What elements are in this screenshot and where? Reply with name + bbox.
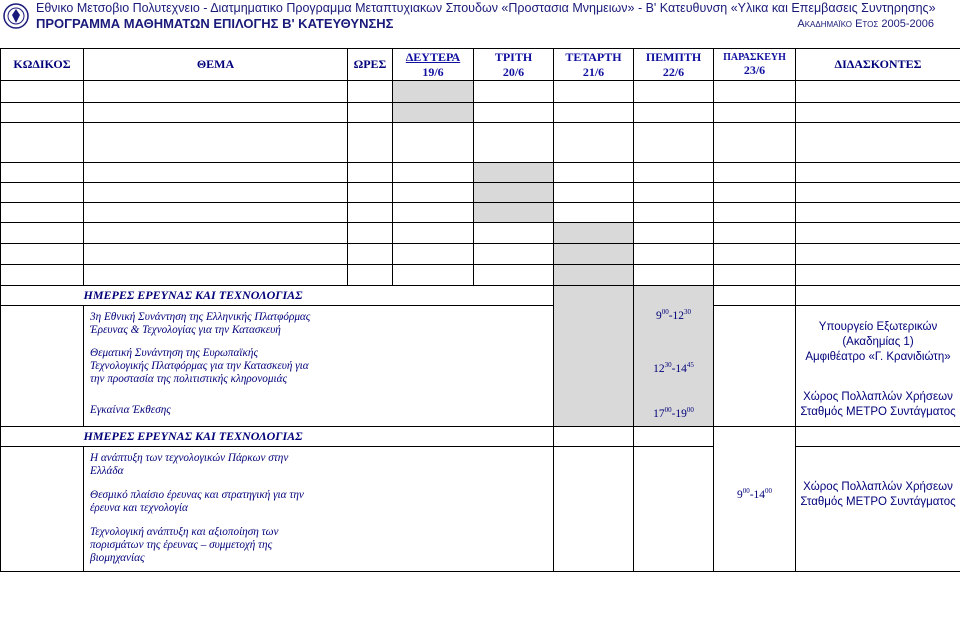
section1-venue1: Υπουργείο Εξωτερικών (Ακαδημίας 1) Αμφιθέατρο «Γ. Κρανιδιώτη» [805, 321, 951, 363]
section1-title-row [1, 286, 960, 306]
col-wednesday: ΤΕΤΑΡΤΗ 21/6 [554, 49, 634, 81]
col-tuesday: ΤΡΙΤΗ 20/6 [474, 49, 554, 81]
section1-topic1: 3η Εθνική Συνάντηση της Ελληνικής Πλατφόρμας Έρευνας & Τεχνολογίας για την Κατασκευή [90, 311, 311, 336]
table-row [1, 81, 960, 103]
section1-topic3: Εγκαίνια Έκθεσης [90, 404, 171, 416]
header-row [1, 49, 960, 81]
table-row [1, 244, 960, 265]
section2-title: ΗΜΕΡΕΣ ΕΡΕΥΝΑΣ ΚΑΙ ΤΕΧΝΟΛΟΓΙΑΣ [84, 427, 554, 447]
table-row [1, 223, 960, 244]
section1-time2: $12^{30}-14^{45}$ [653, 360, 694, 375]
institution-title: Εθνικο Μετσοβιο Πολυτεχνειο - Διατμηματικο Προγραμμα Μεταπτυχιακων Σπουδων «Προστασια Μνημειων» - Β' Κατευθυνση «Υλικα και Επεμβασεις Συντηρησης» [36, 1, 936, 15]
table-row [1, 265, 960, 286]
table-row [1, 123, 960, 163]
section2-topic3: Τεχνολογική ανάπτυξη και αξιοποίηση των πορισμάτων της έρευνας – συμμετοχή της βιομηχανίας [90, 526, 279, 564]
section1-venues [796, 306, 960, 427]
header-line-2 [0, 16, 960, 33]
col-code: ΚΩΔΙΚΟΣ [1, 49, 84, 81]
col-teachers: ΔΙΔΑΣΚΟΝΤΕΣ [796, 49, 960, 81]
header-line-1 [0, 0, 960, 16]
section2-topic2: Θεσμικό πλαίσιο έρευνας και στρατηγική για την έρευνα και τεχνολογία [90, 489, 304, 514]
section1-time1: $9^{00}-12^{30}$ [655, 307, 692, 322]
col-monday: ΔΕΥΤΕΡΑ 19/6 [393, 49, 474, 81]
col-thursday: ΠΕΜΠΤΗ 22/6 [634, 49, 714, 81]
section2-venue-cell [796, 447, 960, 572]
academic-year: Ακαδημαϊκο Ετος 2005-2006 [797, 18, 934, 30]
section2-time-cell [714, 447, 796, 572]
program-title: ΠΡΟΓΡΑΜΜΑ ΜΑΘΗΜΑΤΩΝ ΕΠΙΛΟΓΗΣ Β' ΚΑΤΕΥΘΥΝΣΗΣ [36, 16, 394, 31]
section2-time: $9^{00}-14^{00}$ [736, 486, 773, 501]
schedule-table [0, 48, 960, 572]
col-friday: ΠΑΡΑΣΚΕΥΗ 23/6 [714, 49, 796, 81]
col-subject: ΘΕΜΑ [84, 49, 348, 81]
table-row [1, 203, 960, 223]
table-row [1, 103, 960, 123]
section2-topic1: Η ανάπτυξη των τεχνολογικών Πάρκων στην Ελλάδα [90, 452, 289, 477]
table-row [1, 163, 960, 183]
section2-venue: Χώρος Πολλαπλών Χρήσεων Σταθμός ΜΕΤΡΟ Συντάγματος [800, 481, 956, 508]
section2-topics [84, 447, 554, 572]
section1-times [634, 306, 714, 427]
section1-venue2: Χώρος Πολλαπλών Χρήσεων Σταθμός ΜΕΤΡΟ Συντάγματος [800, 391, 956, 418]
section2-title-row [1, 427, 960, 447]
col-hours: ΩΡΕΣ [348, 49, 393, 81]
section1-time3: $17^{00}-19^{00}$ [653, 405, 694, 420]
section1-body-row [1, 306, 960, 427]
section1-topic2: Θεματική Συνάντηση της Ευρωπαϊκής Τεχνολογικής Πλατφόρμας για την Κατασκευή για την προστασία της πολιτιστικής κληρονομιάς [90, 347, 309, 385]
section2-body-row [1, 447, 960, 572]
document-header [0, 0, 960, 40]
section1-title: ΗΜΕΡΕΣ ΕΡΕΥΝΑΣ ΚΑΙ ΤΕΧΝΟΛΟΓΙΑΣ [84, 286, 554, 306]
table-row [1, 183, 960, 203]
section1-topics [84, 306, 554, 427]
